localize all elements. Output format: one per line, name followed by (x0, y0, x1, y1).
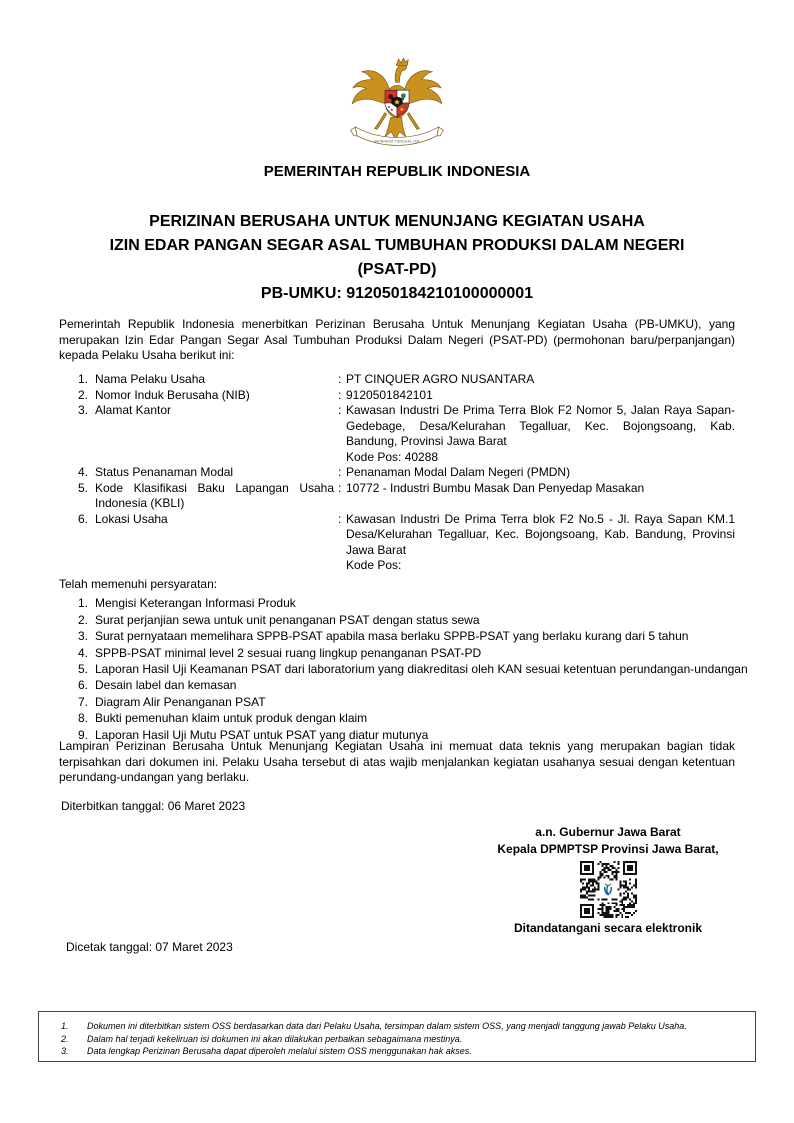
qr-code-electronic-signature (580, 861, 637, 918)
requirement-item (59, 710, 759, 726)
detail-number: 2. (78, 387, 89, 402)
emblem-motto-text: BHINNEKA TUNGGAL IKA (374, 139, 420, 144)
closing-paragraph: Lampiran Perizinan Berusaha Untuk Menunjang Kegiatan Usaha ini memuat data teknis yang merupakan bagian tidak terpisahkan dari dokumen ini. Pelaku Usaha tersebut di atas wajib menjalankan kegiatan usahanya sesuai dengan ketentuan perundang-undangan yang berlaku. (59, 739, 735, 784)
document-title-line2: IZIN EDAR PANGAN SEGAR ASAL TUMBUHAN PRODUKSI DALAM NEGERI (109, 237, 685, 254)
detail-colon: : (338, 403, 342, 417)
requirement-item (59, 694, 759, 710)
requirement-text: Desain label dan kemasan (95, 678, 237, 693)
detail-value: Penanaman Modal Dalam Negeri (PMDN) (346, 465, 571, 479)
detail-value (346, 512, 735, 574)
requirement-text: Surat pernyataan memelihara SPPB-PSAT apabila masa berlaku SPPB-PSAT yang berlaku kurang dari 5 tahun (95, 629, 689, 644)
footer-note (61, 1020, 743, 1033)
footer-note-number: 3. (61, 1046, 69, 1056)
permit-number: PB-UMKU: 912050184210100000001 (260, 285, 534, 302)
requirement-number: 9. (78, 727, 89, 742)
detail-row-alamat-kantor (59, 403, 735, 465)
requirement-text: Surat perjanjian sewa untuk unit penanganan PSAT dengan status sewa (95, 612, 480, 627)
footer-notes-box (38, 1011, 756, 1062)
electronic-signature-note: Ditandatangani secara elektronik (513, 921, 703, 935)
detail-value (346, 403, 735, 465)
detail-value-address: Kawasan Industri De Prima Terra blok F2 No.5 - Jl. Raya Sapan KM.1 Desa/Kelurahan Tegalluar, Kec. Bojongsoang, Kab. Bandung, Provinsi Jawa Barat (346, 511, 735, 557)
detail-number: 5. (78, 480, 89, 495)
requirement-number: 8. (78, 711, 89, 726)
detail-label: Status Penanaman Modal (95, 465, 234, 479)
detail-value-postal-code: Kode Pos: 40288 (346, 449, 439, 464)
issued-date: Diterbitkan tanggal: 06 Maret 2023 (61, 799, 246, 813)
requirement-item (59, 661, 759, 677)
requirements-section (59, 576, 759, 743)
detail-row-status-penanaman-modal (59, 465, 735, 481)
requirement-text: SPPB-PSAT minimal level 2 sesuai ruang lingkup penanganan PSAT-PD (95, 645, 482, 660)
detail-label: Lokasi Usaha (95, 511, 168, 526)
footer-note-text: Dokumen ini diterbitkan sistem OSS berdasarkan data dari Pelaku Usaha, tersimpan dalam sistem OSS, yang menjadi tanggung jawab Pelaku Usaha. (87, 1021, 687, 1031)
requirement-item (59, 677, 759, 693)
footer-note-text: Dalam hal terjadi kekeliruan isi dokumen ini akan dilakukan perbaikan sebagaimana mestinya. (87, 1033, 463, 1044)
requirement-number: 1. (78, 596, 89, 611)
requirement-item (59, 595, 759, 611)
detail-row-lokasi-usaha (59, 512, 735, 574)
detail-label: Nama Pelaku Usaha (95, 372, 206, 386)
garuda-pancasila-emblem (349, 54, 445, 148)
footer-note-text: Data lengkap Perizinan Berusaha dapat diperoleh melalui sistem OSS menggunakan hak akses. (87, 1046, 472, 1056)
requirement-text: Mengisi Keterangan Informasi Produk (95, 596, 296, 611)
requirement-item (59, 612, 759, 628)
business-details-list (59, 372, 735, 574)
document-title-line1: PERIZINAN BERUSAHA UNTUK MENUNJANG KEGIATAN USAHA (149, 213, 645, 230)
requirement-text: Bukti pemenuhan klaim untuk produk dengan klaim (95, 711, 368, 726)
signature-on-behalf: a.n. Gubernur Jawa Barat (535, 825, 681, 839)
detail-colon: : (338, 465, 342, 479)
detail-value: 10772 - Industri Bumbu Masak Dan Penyedap Masakan (346, 480, 645, 495)
detail-number: 6. (78, 511, 89, 526)
detail-value-address: Kawasan Industri De Prima Terra Blok F2 Nomor 5, Jalan Raya Sapan-Gedebage, Desa/Kelurahan Tegalluar, Kec. Bojongsoang, Kab. Bandung, Provinsi Jawa Barat (346, 403, 735, 448)
detail-label: Kode Klasifikasi Baku Lapangan Usaha Indonesia (KBLI) (95, 480, 334, 510)
detail-row-nib (59, 388, 735, 404)
detail-value: PT CINQUER AGRO NUSANTARA (346, 372, 535, 386)
requirement-item (59, 645, 759, 661)
signature-official-title: Kepala DPMPTSP Provinsi Jawa Barat, (497, 842, 719, 856)
requirement-number: 2. (78, 612, 89, 627)
detail-colon: : (338, 387, 342, 402)
detail-number: 4. (78, 465, 89, 479)
requirement-text: Diagram Alir Penanganan PSAT (95, 694, 266, 709)
oss-logo-icon (600, 881, 617, 898)
detail-row-kbli (59, 481, 735, 512)
detail-colon: : (338, 372, 342, 386)
intro-paragraph: Pemerintah Republik Indonesia menerbitkan Perizinan Berusaha Untuk Menunjang Kegiatan Usaha (PB-UMKU), yang merupakan Izin Edar Pangan Segar Asal Tumbuhan Produksi Dalam Negeri (PSAT-PD) (permohonan baru/perpanjangan) kepada Pelaku Usaha berikut ini: (59, 317, 735, 362)
printed-date: Dicetak tanggal: 07 Maret 2023 (66, 940, 233, 954)
detail-colon: : (338, 511, 342, 526)
document-title (40, 210, 754, 306)
detail-colon: : (338, 480, 342, 495)
detail-value-postal-code: Kode Pos: (346, 558, 402, 572)
footer-note-number: 1. (61, 1021, 69, 1031)
detail-label: Alamat Kantor (95, 403, 172, 417)
footer-note-number: 2. (61, 1033, 69, 1044)
requirement-item (59, 628, 759, 644)
garuda-pancasila-icon (349, 54, 445, 148)
requirement-number: 6. (78, 678, 89, 693)
signature-block (460, 824, 756, 937)
requirement-text: Laporan Hasil Uji Mutu PSAT untuk PSAT yang diatur mutunya (95, 727, 429, 742)
detail-number: 3. (78, 403, 89, 417)
requirement-number: 4. (78, 645, 89, 660)
government-title: PEMERINTAH REPUBLIK INDONESIA (263, 163, 531, 180)
footer-note (61, 1045, 743, 1058)
requirement-text: Laporan Hasil Uji Keamanan PSAT dari laboratorium yang diakreditasi oleh KAN sesuai ketentuan perundangan-undangan (95, 662, 748, 677)
requirements-heading: Telah memenuhi persyaratan: (59, 577, 218, 591)
requirement-number: 5. (78, 662, 89, 677)
detail-row-nama-pelaku-usaha (59, 372, 735, 388)
detail-label: Nomor Induk Berusaha (NIB) (95, 387, 250, 402)
requirement-number: 3. (78, 629, 89, 644)
detail-number: 1. (78, 372, 89, 386)
requirement-number: 7. (78, 694, 89, 709)
document-title-line3: (PSAT-PD) (357, 261, 437, 278)
footer-note (61, 1033, 743, 1046)
detail-value: 9120501842101 (346, 387, 433, 402)
